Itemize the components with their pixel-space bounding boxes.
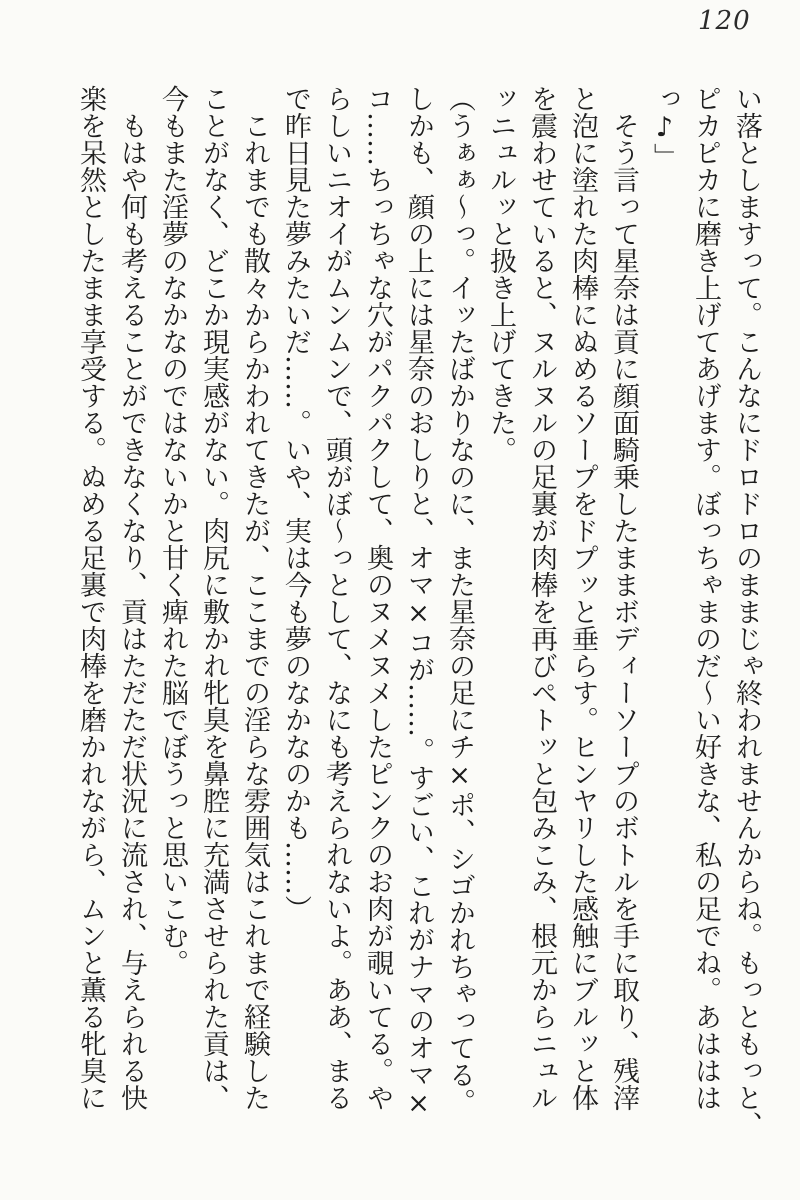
text-line: で昨日見た夢みたいだ……。いや、実は今も夢のなかなのかも……） <box>280 85 311 922</box>
text-line: コ……ちっちゃな穴がパクパクして、奥のヌメヌメしたピンクのお肉が覗いてる。や <box>362 85 393 1111</box>
text-line: （うぁぁ～っ。イッたばかりなのに、また星奈の足にチ×ポ、シゴかれちゃってる。 <box>444 85 475 1115</box>
vertical-text-block <box>70 85 767 1143</box>
text-line: らしいニオイがムンムンで、頭がぼ～っとして、なにも考えられないよ。ああ、まる <box>321 85 352 1111</box>
text-line: 楽を呆然としたまま享受する。ぬめる足裏で肉棒を磨かれながら、ムンと薫る牝臭に <box>75 85 106 1111</box>
text-line: ことがなく、どこか現実感がない。肉尻に敷かれ牝臭を鼻腔に充満させられた貢は、 <box>198 85 229 1111</box>
text-line: を震わせていると、ヌルヌルの足裏が肉棒を再びペトッと包みこみ、根元からニュル <box>526 85 557 1111</box>
text-line: そう言って星奈は貢に顔面騎乗したままボディーソープのボトルを手に取り、残滓 <box>608 85 639 1111</box>
text-line: しかも、顔の上には星奈のおしりと、オマ×コが……。すごい、これがナマのオマ× <box>403 85 434 1119</box>
text-line: っ♪」 <box>649 85 680 170</box>
page-number: 120 <box>698 6 751 36</box>
text-line: ッニュルッと扱き上げてきた。 <box>485 85 516 463</box>
text-line: と泡に塗れた肉棒にぬめるソープをドプッと垂らす。ヒンヤリした感触にブルッと体 <box>567 85 598 1111</box>
text-line: もはや何も考えることができなくなり、貢はただただ状況に流され、与えられる快 <box>116 85 147 1111</box>
text-line: ピカピカに磨き上げてあげます。ぼっちゃまのだ～い好きな、私の足でね。あははは <box>690 85 721 1111</box>
text-line: い落としますって。こんなにドロドロのままじゃ終われませんからね。もっともっと、 <box>731 85 762 1138</box>
text-line: これまでも散々からかわれてきたが、ここまでの淫らな雰囲気はこれまで経験した <box>239 85 270 1111</box>
text-line: 今もまた淫夢のなかなのではないかと甘く痺れた脳でぼうっと思いこむ。 <box>157 85 188 976</box>
